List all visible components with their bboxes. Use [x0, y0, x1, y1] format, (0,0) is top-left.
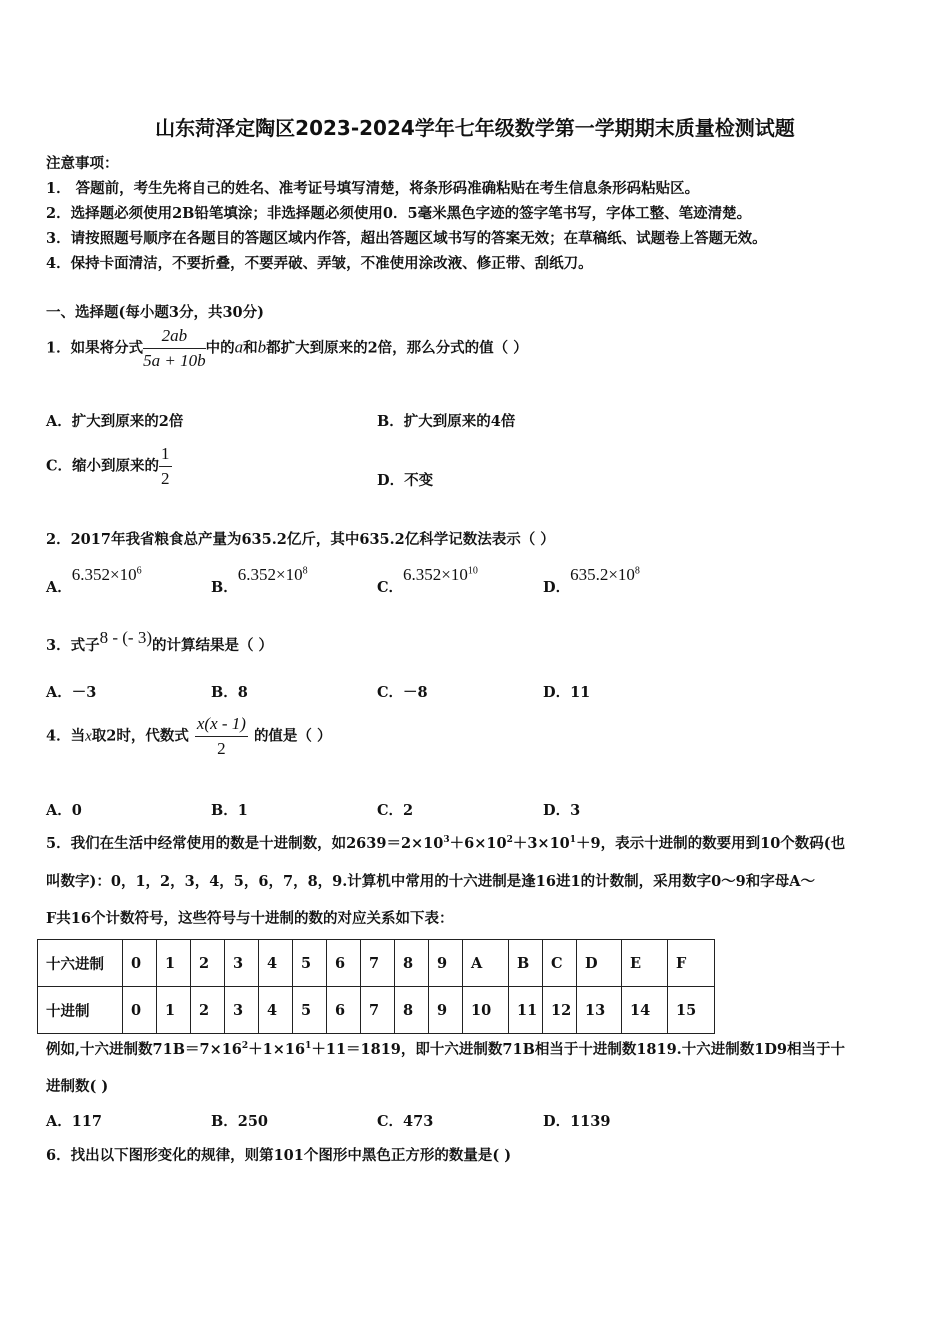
q1-fraction: [143, 326, 205, 371]
table-cell: 9: [429, 987, 463, 1034]
q4-option-b[interactable]: B．1: [211, 802, 248, 819]
table-cell: B: [509, 940, 543, 987]
q5-l1a: 5．我们在生活中经常使用的数是十进制数，如2639＝2×10: [46, 835, 444, 852]
table-cell: 14: [622, 987, 668, 1034]
q1-prefix: 1．如果将分式: [46, 339, 144, 357]
q2-c-value: [403, 565, 478, 584]
q2-b-base: 6.352×10: [237, 565, 303, 584]
q2-b-value: [238, 565, 308, 584]
table-cell: 5: [293, 940, 327, 987]
q2-c-exp: 10: [467, 565, 478, 577]
q1-var-b: b: [257, 337, 267, 357]
table-cell: F: [668, 940, 715, 987]
q3-option-b[interactable]: B．8: [211, 684, 248, 701]
question-5-after-2: 进制数( ): [46, 1078, 109, 1095]
q5-e1: 3: [443, 835, 450, 846]
table-cell: 1: [157, 987, 191, 1034]
table-cell: 12: [543, 987, 577, 1034]
table-cell: 4: [259, 940, 293, 987]
q1-option-b[interactable]: B．扩大到原来的4倍: [377, 413, 516, 430]
question-5-line-3: F共16个计数符号，这些符号与十进制的数的对应关系如下表：: [46, 910, 454, 927]
q3-prefix: 3．式子: [46, 637, 100, 654]
q2-d-label: D．: [543, 579, 571, 596]
q4-frac-num: x(x - 1): [195, 714, 248, 737]
table-cell: 6: [327, 987, 361, 1034]
q1-c-num: 1: [159, 444, 172, 467]
q2-c-label: C．: [377, 579, 404, 596]
q1-frac-den: 5a + 10b: [143, 351, 206, 370]
q1-option-d[interactable]: D．不变: [377, 472, 434, 489]
q2-d-value: [570, 565, 640, 584]
q4-option-d[interactable]: D．3: [543, 802, 581, 819]
section-heading: 一、选择题(每小题3分，共30分): [46, 304, 264, 321]
table-cell: 6: [327, 940, 361, 987]
q5-e3: 1: [569, 835, 577, 846]
row-label-hex: 十六进制: [38, 940, 123, 987]
q5-l1d: ＋9，表示十进制的数要用到10个数码(也: [576, 835, 846, 852]
q2-d-base: 635.2×10: [570, 565, 635, 584]
q5-ae2: 1: [305, 1041, 312, 1052]
table-cell: 0: [123, 940, 157, 987]
q3-suffix: 的计算结果是（ ）: [152, 637, 274, 654]
table-cell: 4: [259, 987, 293, 1034]
q5-option-a[interactable]: A．117: [46, 1113, 103, 1130]
q2-d-exp: 8: [634, 565, 640, 577]
q4-option-c[interactable]: C．2: [377, 802, 414, 819]
table-cell: 2: [191, 940, 225, 987]
q1-suffix: 都扩大到原来的2倍，那么分式的值（ ）: [266, 339, 528, 357]
q1-option-c-fraction: [159, 444, 172, 489]
table-cell: 13: [577, 987, 622, 1034]
q2-a-base: 6.352×10: [71, 565, 137, 584]
q2-b-label: B．: [211, 579, 238, 596]
table-cell: 5: [293, 987, 327, 1034]
table-cell: E: [622, 940, 668, 987]
table-row-dec: [38, 987, 715, 1034]
q2-a-exp: 6: [136, 565, 142, 577]
question-1: [46, 326, 528, 371]
q5-option-b[interactable]: B．250: [211, 1113, 269, 1130]
table-cell: 0: [123, 987, 157, 1034]
table-cell: 1: [157, 940, 191, 987]
q5-ae1: 2: [241, 1041, 249, 1052]
q1-mid2: 和: [243, 339, 258, 357]
table-cell: 7: [361, 940, 395, 987]
q5-option-c[interactable]: C．473: [377, 1113, 434, 1130]
q4-fraction: [195, 714, 248, 759]
table-cell: 8: [395, 940, 429, 987]
q2-a-label: A．: [46, 579, 72, 596]
q1-c-den: 2: [161, 469, 170, 488]
question-5-line-1: [46, 832, 845, 853]
q3-option-a[interactable]: A．－3: [46, 684, 97, 701]
table-cell: 3: [225, 987, 259, 1034]
table-cell: C: [543, 940, 577, 987]
q2-b-exp: 8: [302, 565, 308, 577]
q5-aa: 例如,十六进制数71B＝7×16: [46, 1041, 242, 1058]
q3-option-c[interactable]: C．－8: [377, 684, 428, 701]
q2-c-base: 6.352×10: [403, 565, 468, 584]
question-5-after-1: [46, 1038, 845, 1059]
question-4: [46, 714, 332, 759]
q4-frac-den: 2: [217, 739, 226, 758]
q5-ac: ＋11＝1819，即十六进制数71B相当于十进制数1819.十六进制数1D9相当于十: [311, 1041, 845, 1058]
row-label-dec: 十进制: [38, 987, 123, 1034]
question-3: [46, 628, 274, 655]
q1-option-a[interactable]: A．扩大到原来的2倍: [46, 413, 184, 430]
q2-a-value: [72, 565, 142, 584]
table-cell: 9: [429, 940, 463, 987]
q4-suffix: 的值是（ ）: [253, 727, 332, 745]
table-cell: 10: [463, 987, 509, 1034]
table-cell: 3: [225, 940, 259, 987]
question-5-line-2: 叫数字)：0，1，2，3，4，5，6，7，8，9.计算机中常用的十六进制是逢16进1的计数制，采用数字0～9和字母A～: [46, 873, 815, 890]
q3-option-d[interactable]: D．11: [543, 684, 591, 701]
table-cell: A: [463, 940, 509, 987]
notice-item-3: 3．请按照题号顺序在各题目的答题区域内作答，超出答题区域书写的答案无效；在草稿纸、试题卷上答题无效。: [46, 230, 767, 247]
q1-option-c[interactable]: [46, 444, 172, 489]
notice-item-2: 2．选择题必须使用2B铅笔填涂；非选择题必须使用0．5毫米黑色字迹的签字笔书写，字体工整、笔迹清楚。: [46, 205, 752, 222]
question-2: 2．2017年我省粮食总产量为635.2亿斤，其中635.2亿科学记数法表示（ ）: [46, 531, 555, 548]
q5-ab: ＋1×16: [248, 1041, 306, 1058]
q5-l1b: ＋6×10: [449, 835, 507, 852]
q1-var-a: a: [234, 337, 244, 357]
q5-e2: 2: [506, 835, 513, 846]
table-cell: 11: [509, 987, 543, 1034]
table-row-hex: [38, 940, 715, 987]
q4-mid: 取2时，代数式: [91, 727, 189, 745]
q1-frac-num: 2ab: [143, 326, 205, 349]
notice-item-4: 4．保持卡面清洁，不要折叠，不要弄破、弄皱，不准使用涂改液、修正带、刮纸刀。: [46, 255, 593, 272]
q5-option-d[interactable]: D．1139: [543, 1113, 611, 1130]
notice-item-1: 1． 答题前，考生先将自己的姓名、准考证号填写清楚，将条形码准确粘贴在考生信息条形码粘贴区。: [46, 180, 700, 197]
q4-var-x: x: [85, 728, 92, 745]
notice-heading: 注意事项：: [46, 155, 119, 172]
hex-decimal-table: [37, 939, 715, 1034]
table-cell: 2: [191, 987, 225, 1034]
table-cell: 7: [361, 987, 395, 1034]
table-cell: D: [577, 940, 622, 987]
q4-option-a[interactable]: A．0: [46, 802, 82, 819]
q5-l1c: ＋3×10: [512, 835, 570, 852]
table-cell: 15: [668, 987, 715, 1034]
q3-expression: 8 - (- 3): [99, 628, 152, 647]
exam-title: 山东菏泽定陶区2023-2024学年七年级数学第一学期期末质量检测试题: [155, 116, 795, 140]
question-6: 6．找出以下图形变化的规律，则第101个图形中黑色正方形的数量是( ): [46, 1147, 512, 1164]
table-cell: 8: [395, 987, 429, 1034]
q1-option-c-text: C．缩小到原来的: [46, 457, 160, 475]
q1-mid1: 中的: [205, 339, 235, 357]
q4-prefix: 4．当: [46, 727, 86, 745]
